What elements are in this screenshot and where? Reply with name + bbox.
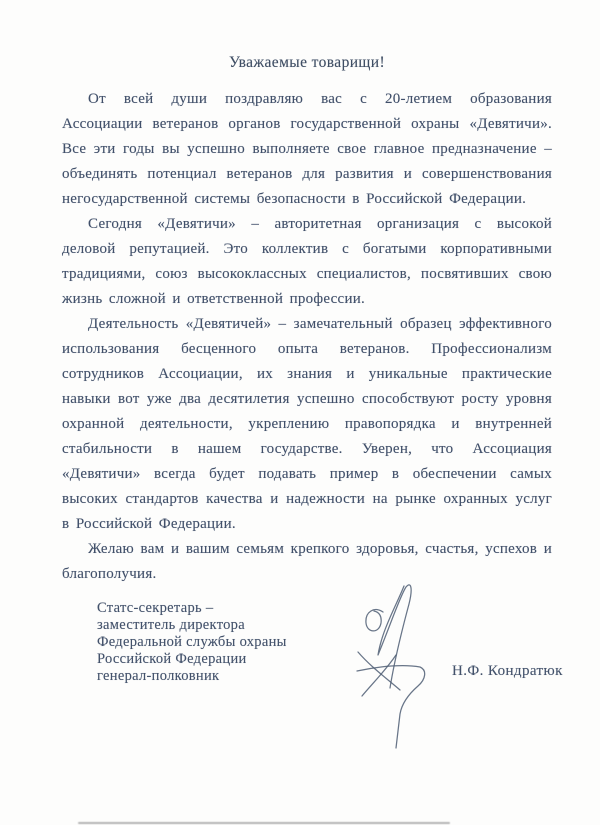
signer-position-line: Федеральной службы охраны [97,634,287,650]
signer-position-block [97,600,287,685]
signer-name: Н.Ф. Кондратюк [452,663,563,679]
paragraph-activity: Деятельность «Девятичей» – замечательный образец эффективного использования бесценного опыта ветеранов. Профессионализм сотрудников Ассоциации, их знания и уникальные практические навыки вот уже два десятилетия успешно способствуют росту уровня охранной деятельности, укреплению правопорядка и внутренней стабильности в нашем государстве. Уверен, что Ассоциация «Девятичи» всегда будет подавать пример в обеспечении самых высоких стандартов качества и надежности на рынке охранных услуг в Российской Федерации. [62,316,552,532]
signer-position-line: генерал-полковник [97,668,220,684]
handwritten-signature-icon [352,578,447,753]
signer-position-line: заместитель директора [97,617,245,633]
letter-body [62,87,552,587]
signer-position-line: Статс-секретарь – [97,600,214,616]
paragraph-organization: Сегодня «Девятичи» – авторитетная организация с высокой деловой репутацией. Это коллектив с богатыми корпоративными традициями, союз высококлассных специалистов, посвятивших свою жизнь сложной и ответственной профессии. [62,216,552,307]
salutation: Уважаемые товарищи! [228,54,385,71]
paragraph-wishes: Желаю вам и вашим семьям крепкого здоровья, счастья, успехов и благополучия. [62,541,552,582]
scan-edge-artifact [78,822,450,825]
signer-position-line: Российской Федерации [97,651,247,667]
paragraph-anniversary: От всей души поздравляю вас с 20-летием образования Ассоциации ветеранов органов государственной охраны «Девятичи». Все эти годы вы успешно выполняете свое главное предназначение – объединять потенциал ветеранов для развития и совершенствования негосударственной системы безопасности в Российской Федерации. [62,91,552,207]
letter-content [62,0,552,587]
